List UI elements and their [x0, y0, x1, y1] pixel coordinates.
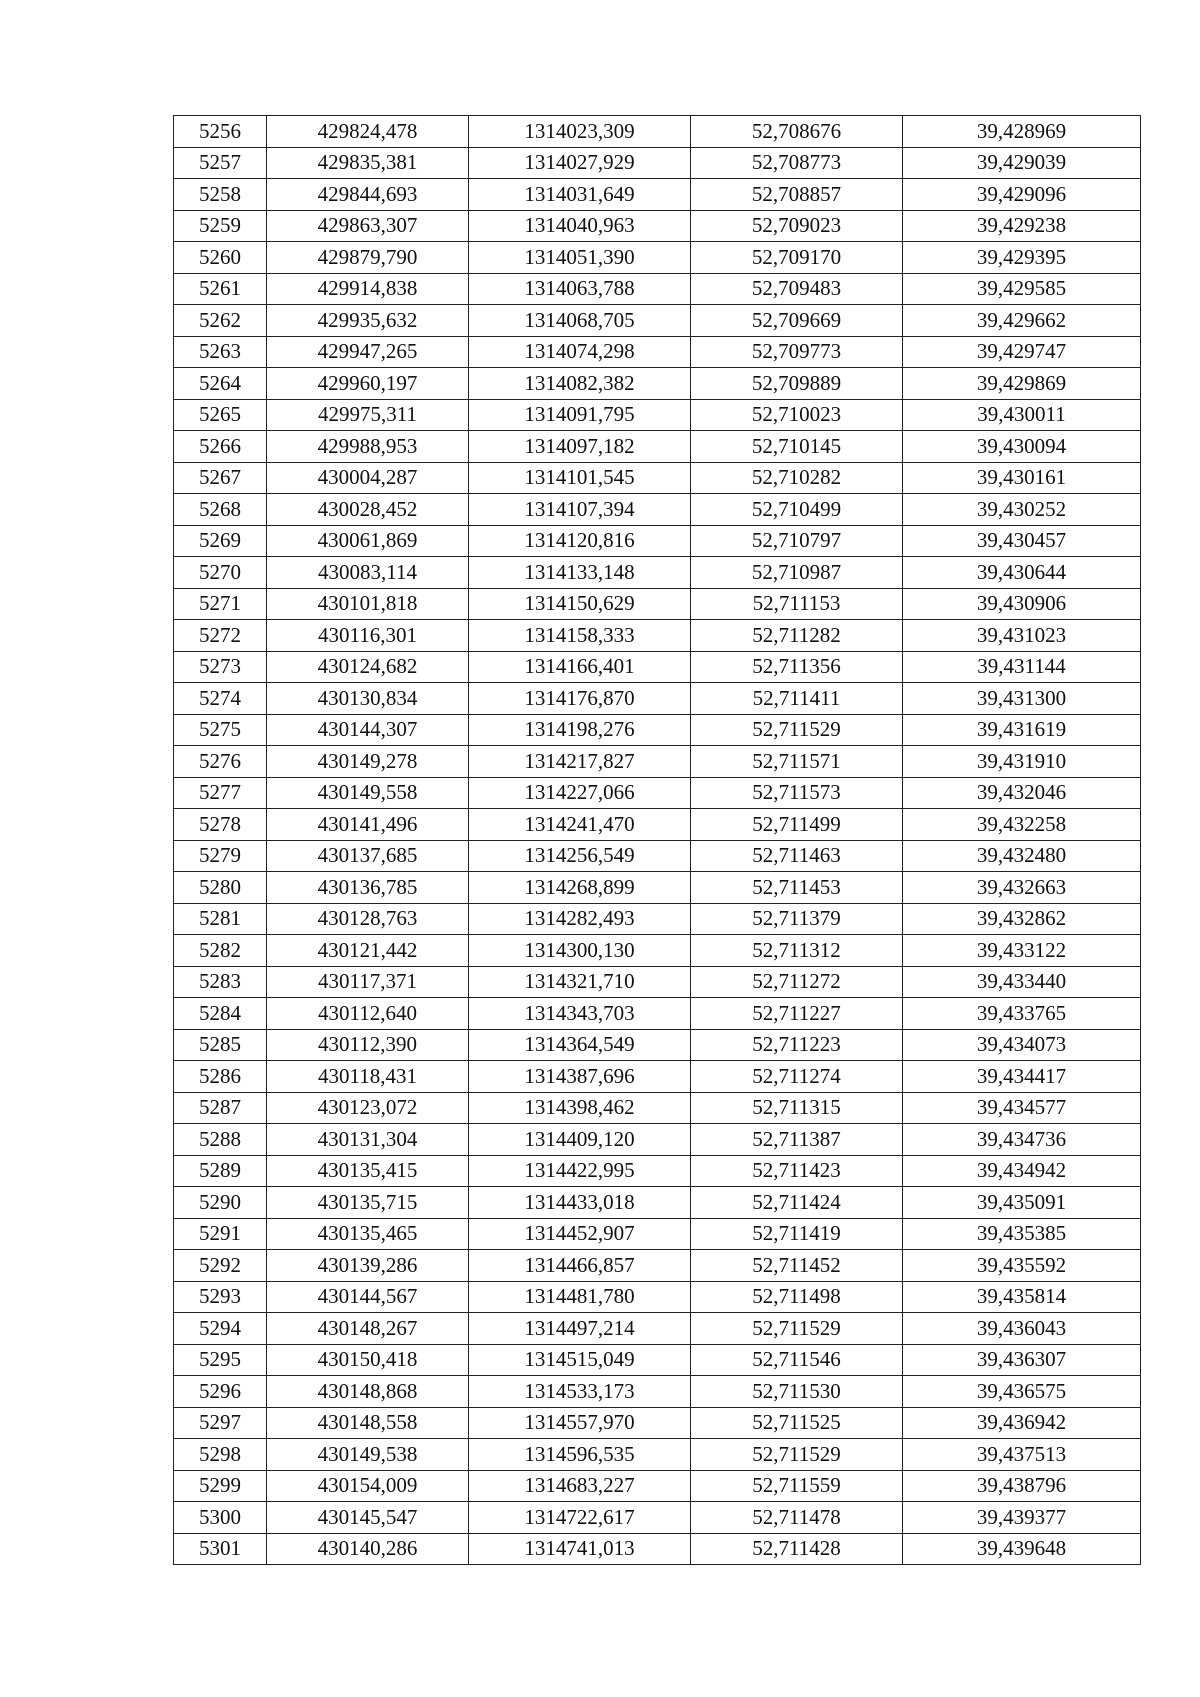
point-number-cell: 5269: [174, 525, 267, 557]
point-number-cell: 5298: [174, 1439, 267, 1471]
x-coordinate-cell: 430145,547: [267, 1502, 469, 1534]
latitude-cell: 52,711272: [691, 966, 903, 998]
latitude-cell: 52,711529: [691, 1439, 903, 1471]
table-row: [174, 1439, 1141, 1471]
longitude-cell: 39,430457: [903, 525, 1141, 557]
longitude-cell: 39,435814: [903, 1281, 1141, 1313]
latitude-cell: 52,709023: [691, 210, 903, 242]
x-coordinate-cell: 430154,009: [267, 1470, 469, 1502]
y-coordinate-cell: 1314133,148: [469, 557, 691, 589]
y-coordinate-cell: 1314166,401: [469, 651, 691, 683]
latitude-cell: 52,711571: [691, 746, 903, 778]
longitude-cell: 39,439648: [903, 1533, 1141, 1565]
point-number-cell: 5287: [174, 1092, 267, 1124]
y-coordinate-cell: 1314497,214: [469, 1313, 691, 1345]
y-coordinate-cell: 1314063,788: [469, 273, 691, 305]
table-row: [174, 714, 1141, 746]
longitude-cell: 39,430161: [903, 462, 1141, 494]
x-coordinate-cell: 429960,197: [267, 368, 469, 400]
latitude-cell: 52,711463: [691, 840, 903, 872]
point-number-cell: 5294: [174, 1313, 267, 1345]
latitude-cell: 52,710499: [691, 494, 903, 526]
x-coordinate-cell: 429844,693: [267, 179, 469, 211]
latitude-cell: 52,709483: [691, 273, 903, 305]
y-coordinate-cell: 1314107,394: [469, 494, 691, 526]
table-row: [174, 998, 1141, 1030]
point-number-cell: 5301: [174, 1533, 267, 1565]
point-number-cell: 5271: [174, 588, 267, 620]
longitude-cell: 39,429096: [903, 179, 1141, 211]
point-number-cell: 5256: [174, 116, 267, 148]
point-number-cell: 5276: [174, 746, 267, 778]
x-coordinate-cell: 430130,834: [267, 683, 469, 715]
y-coordinate-cell: 1314068,705: [469, 305, 691, 337]
point-number-cell: 5272: [174, 620, 267, 652]
x-coordinate-cell: 429824,478: [267, 116, 469, 148]
x-coordinate-cell: 430148,868: [267, 1376, 469, 1408]
table-row: [174, 1470, 1141, 1502]
x-coordinate-cell: 430149,538: [267, 1439, 469, 1471]
latitude-cell: 52,711529: [691, 1313, 903, 1345]
x-coordinate-cell: 430148,267: [267, 1313, 469, 1345]
y-coordinate-cell: 1314023,309: [469, 116, 691, 148]
latitude-cell: 52,709669: [691, 305, 903, 337]
point-number-cell: 5274: [174, 683, 267, 715]
longitude-cell: 39,433440: [903, 966, 1141, 998]
table-row: [174, 210, 1141, 242]
coordinates-table-body: [174, 116, 1141, 1565]
y-coordinate-cell: 1314452,907: [469, 1218, 691, 1250]
latitude-cell: 52,711498: [691, 1281, 903, 1313]
x-coordinate-cell: 430118,431: [267, 1061, 469, 1093]
latitude-cell: 52,711529: [691, 714, 903, 746]
latitude-cell: 52,711387: [691, 1124, 903, 1156]
longitude-cell: 39,439377: [903, 1502, 1141, 1534]
x-coordinate-cell: 430004,287: [267, 462, 469, 494]
table-row: [174, 431, 1141, 463]
point-number-cell: 5265: [174, 399, 267, 431]
table-row: [174, 777, 1141, 809]
point-number-cell: 5295: [174, 1344, 267, 1376]
table-row: [174, 903, 1141, 935]
point-number-cell: 5280: [174, 872, 267, 904]
table-row: [174, 620, 1141, 652]
longitude-cell: 39,438796: [903, 1470, 1141, 1502]
y-coordinate-cell: 1314557,970: [469, 1407, 691, 1439]
latitude-cell: 52,711312: [691, 935, 903, 967]
x-coordinate-cell: 430144,307: [267, 714, 469, 746]
y-coordinate-cell: 1314217,827: [469, 746, 691, 778]
x-coordinate-cell: 430136,785: [267, 872, 469, 904]
longitude-cell: 39,435592: [903, 1250, 1141, 1282]
table-row: [174, 1250, 1141, 1282]
y-coordinate-cell: 1314101,545: [469, 462, 691, 494]
latitude-cell: 52,710023: [691, 399, 903, 431]
longitude-cell: 39,429039: [903, 147, 1141, 179]
longitude-cell: 39,429395: [903, 242, 1141, 274]
table-row: [174, 683, 1141, 715]
x-coordinate-cell: 430128,763: [267, 903, 469, 935]
x-coordinate-cell: 430123,072: [267, 1092, 469, 1124]
y-coordinate-cell: 1314176,870: [469, 683, 691, 715]
table-row: [174, 1155, 1141, 1187]
point-number-cell: 5291: [174, 1218, 267, 1250]
x-coordinate-cell: 430149,278: [267, 746, 469, 778]
x-coordinate-cell: 430116,301: [267, 620, 469, 652]
longitude-cell: 39,435385: [903, 1218, 1141, 1250]
y-coordinate-cell: 1314198,276: [469, 714, 691, 746]
latitude-cell: 52,711282: [691, 620, 903, 652]
x-coordinate-cell: 430131,304: [267, 1124, 469, 1156]
point-number-cell: 5282: [174, 935, 267, 967]
point-number-cell: 5279: [174, 840, 267, 872]
x-coordinate-cell: 430135,415: [267, 1155, 469, 1187]
y-coordinate-cell: 1314433,018: [469, 1187, 691, 1219]
latitude-cell: 52,711274: [691, 1061, 903, 1093]
longitude-cell: 39,433765: [903, 998, 1141, 1030]
x-coordinate-cell: 430137,685: [267, 840, 469, 872]
table-row: [174, 336, 1141, 368]
longitude-cell: 39,432862: [903, 903, 1141, 935]
y-coordinate-cell: 1314300,130: [469, 935, 691, 967]
table-row: [174, 116, 1141, 148]
latitude-cell: 52,710987: [691, 557, 903, 589]
x-coordinate-cell: 430124,682: [267, 651, 469, 683]
x-coordinate-cell: 430101,818: [267, 588, 469, 620]
y-coordinate-cell: 1314722,617: [469, 1502, 691, 1534]
longitude-cell: 39,434417: [903, 1061, 1141, 1093]
table-row: [174, 588, 1141, 620]
point-number-cell: 5297: [174, 1407, 267, 1439]
table-row: [174, 525, 1141, 557]
longitude-cell: 39,430644: [903, 557, 1141, 589]
y-coordinate-cell: 1314227,066: [469, 777, 691, 809]
latitude-cell: 52,709170: [691, 242, 903, 274]
y-coordinate-cell: 1314031,649: [469, 179, 691, 211]
table-row: [174, 809, 1141, 841]
longitude-cell: 39,432258: [903, 809, 1141, 841]
table-row: [174, 494, 1141, 526]
table-row: [174, 1061, 1141, 1093]
point-number-cell: 5285: [174, 1029, 267, 1061]
latitude-cell: 52,711530: [691, 1376, 903, 1408]
y-coordinate-cell: 1314091,795: [469, 399, 691, 431]
point-number-cell: 5268: [174, 494, 267, 526]
point-number-cell: 5263: [174, 336, 267, 368]
y-coordinate-cell: 1314364,549: [469, 1029, 691, 1061]
longitude-cell: 39,435091: [903, 1187, 1141, 1219]
table-row: [174, 179, 1141, 211]
longitude-cell: 39,430011: [903, 399, 1141, 431]
latitude-cell: 52,711419: [691, 1218, 903, 1250]
y-coordinate-cell: 1314051,390: [469, 242, 691, 274]
latitude-cell: 52,711525: [691, 1407, 903, 1439]
longitude-cell: 39,434073: [903, 1029, 1141, 1061]
table-row: [174, 1124, 1141, 1156]
latitude-cell: 52,711223: [691, 1029, 903, 1061]
y-coordinate-cell: 1314533,173: [469, 1376, 691, 1408]
latitude-cell: 52,711573: [691, 777, 903, 809]
longitude-cell: 39,429747: [903, 336, 1141, 368]
latitude-cell: 52,711453: [691, 872, 903, 904]
x-coordinate-cell: 430112,640: [267, 998, 469, 1030]
table-row: [174, 1502, 1141, 1534]
longitude-cell: 39,431023: [903, 620, 1141, 652]
point-number-cell: 5258: [174, 179, 267, 211]
longitude-cell: 39,429869: [903, 368, 1141, 400]
x-coordinate-cell: 430061,869: [267, 525, 469, 557]
y-coordinate-cell: 1314268,899: [469, 872, 691, 904]
y-coordinate-cell: 1314466,857: [469, 1250, 691, 1282]
point-number-cell: 5266: [174, 431, 267, 463]
point-number-cell: 5284: [174, 998, 267, 1030]
latitude-cell: 52,711227: [691, 998, 903, 1030]
latitude-cell: 52,711356: [691, 651, 903, 683]
y-coordinate-cell: 1314040,963: [469, 210, 691, 242]
point-number-cell: 5292: [174, 1250, 267, 1282]
x-coordinate-cell: 429975,311: [267, 399, 469, 431]
x-coordinate-cell: 430112,390: [267, 1029, 469, 1061]
x-coordinate-cell: 429914,838: [267, 273, 469, 305]
longitude-cell: 39,434736: [903, 1124, 1141, 1156]
latitude-cell: 52,711315: [691, 1092, 903, 1124]
x-coordinate-cell: 430121,442: [267, 935, 469, 967]
x-coordinate-cell: 430135,465: [267, 1218, 469, 1250]
table-row: [174, 242, 1141, 274]
table-row: [174, 147, 1141, 179]
y-coordinate-cell: 1314596,535: [469, 1439, 691, 1471]
latitude-cell: 52,709889: [691, 368, 903, 400]
table-row: [174, 1344, 1141, 1376]
point-number-cell: 5288: [174, 1124, 267, 1156]
point-number-cell: 5278: [174, 809, 267, 841]
y-coordinate-cell: 1314150,629: [469, 588, 691, 620]
longitude-cell: 39,428969: [903, 116, 1141, 148]
longitude-cell: 39,436043: [903, 1313, 1141, 1345]
x-coordinate-cell: 430083,114: [267, 557, 469, 589]
x-coordinate-cell: 430117,371: [267, 966, 469, 998]
y-coordinate-cell: 1314321,710: [469, 966, 691, 998]
x-coordinate-cell: 430135,715: [267, 1187, 469, 1219]
point-number-cell: 5275: [174, 714, 267, 746]
x-coordinate-cell: 429879,790: [267, 242, 469, 274]
longitude-cell: 39,434577: [903, 1092, 1141, 1124]
table-row: [174, 935, 1141, 967]
longitude-cell: 39,430906: [903, 588, 1141, 620]
table-row: [174, 1187, 1141, 1219]
longitude-cell: 39,430094: [903, 431, 1141, 463]
longitude-cell: 39,430252: [903, 494, 1141, 526]
longitude-cell: 39,429662: [903, 305, 1141, 337]
y-coordinate-cell: 1314241,470: [469, 809, 691, 841]
x-coordinate-cell: 429947,265: [267, 336, 469, 368]
longitude-cell: 39,432046: [903, 777, 1141, 809]
longitude-cell: 39,431910: [903, 746, 1141, 778]
point-number-cell: 5289: [174, 1155, 267, 1187]
latitude-cell: 52,708676: [691, 116, 903, 148]
y-coordinate-cell: 1314120,816: [469, 525, 691, 557]
point-number-cell: 5261: [174, 273, 267, 305]
x-coordinate-cell: 430149,558: [267, 777, 469, 809]
point-number-cell: 5264: [174, 368, 267, 400]
latitude-cell: 52,711153: [691, 588, 903, 620]
y-coordinate-cell: 1314481,780: [469, 1281, 691, 1313]
table-row: [174, 1407, 1141, 1439]
y-coordinate-cell: 1314282,493: [469, 903, 691, 935]
y-coordinate-cell: 1314256,549: [469, 840, 691, 872]
table-row: [174, 368, 1141, 400]
y-coordinate-cell: 1314158,333: [469, 620, 691, 652]
point-number-cell: 5290: [174, 1187, 267, 1219]
point-number-cell: 5259: [174, 210, 267, 242]
point-number-cell: 5262: [174, 305, 267, 337]
y-coordinate-cell: 1314409,120: [469, 1124, 691, 1156]
y-coordinate-cell: 1314741,013: [469, 1533, 691, 1565]
y-coordinate-cell: 1314097,182: [469, 431, 691, 463]
point-number-cell: 5296: [174, 1376, 267, 1408]
table-row: [174, 746, 1141, 778]
table-row: [174, 1376, 1141, 1408]
x-coordinate-cell: 430028,452: [267, 494, 469, 526]
latitude-cell: 52,711559: [691, 1470, 903, 1502]
longitude-cell: 39,433122: [903, 935, 1141, 967]
point-number-cell: 5260: [174, 242, 267, 274]
latitude-cell: 52,708773: [691, 147, 903, 179]
x-coordinate-cell: 429935,632: [267, 305, 469, 337]
x-coordinate-cell: 429988,953: [267, 431, 469, 463]
longitude-cell: 39,431144: [903, 651, 1141, 683]
table-row: [174, 1281, 1141, 1313]
table-row: [174, 1313, 1141, 1345]
point-number-cell: 5299: [174, 1470, 267, 1502]
point-number-cell: 5267: [174, 462, 267, 494]
x-coordinate-cell: 430148,558: [267, 1407, 469, 1439]
y-coordinate-cell: 1314422,995: [469, 1155, 691, 1187]
longitude-cell: 39,431619: [903, 714, 1141, 746]
latitude-cell: 52,710282: [691, 462, 903, 494]
longitude-cell: 39,429585: [903, 273, 1141, 305]
x-coordinate-cell: 430141,496: [267, 809, 469, 841]
y-coordinate-cell: 1314398,462: [469, 1092, 691, 1124]
y-coordinate-cell: 1314683,227: [469, 1470, 691, 1502]
latitude-cell: 52,711424: [691, 1187, 903, 1219]
x-coordinate-cell: 429863,307: [267, 210, 469, 242]
y-coordinate-cell: 1314027,929: [469, 147, 691, 179]
latitude-cell: 52,709773: [691, 336, 903, 368]
point-number-cell: 5273: [174, 651, 267, 683]
table-row: [174, 305, 1141, 337]
y-coordinate-cell: 1314515,049: [469, 1344, 691, 1376]
table-row: [174, 840, 1141, 872]
latitude-cell: 52,711452: [691, 1250, 903, 1282]
table-row: [174, 1029, 1141, 1061]
y-coordinate-cell: 1314082,382: [469, 368, 691, 400]
longitude-cell: 39,436942: [903, 1407, 1141, 1439]
point-number-cell: 5286: [174, 1061, 267, 1093]
latitude-cell: 52,711379: [691, 903, 903, 935]
longitude-cell: 39,432663: [903, 872, 1141, 904]
x-coordinate-cell: 430144,567: [267, 1281, 469, 1313]
latitude-cell: 52,710797: [691, 525, 903, 557]
latitude-cell: 52,711499: [691, 809, 903, 841]
point-number-cell: 5300: [174, 1502, 267, 1534]
longitude-cell: 39,431300: [903, 683, 1141, 715]
table-row: [174, 1533, 1141, 1565]
latitude-cell: 52,711411: [691, 683, 903, 715]
longitude-cell: 39,437513: [903, 1439, 1141, 1471]
x-coordinate-cell: 429835,381: [267, 147, 469, 179]
longitude-cell: 39,429238: [903, 210, 1141, 242]
latitude-cell: 52,710145: [691, 431, 903, 463]
latitude-cell: 52,711428: [691, 1533, 903, 1565]
y-coordinate-cell: 1314343,703: [469, 998, 691, 1030]
y-coordinate-cell: 1314387,696: [469, 1061, 691, 1093]
point-number-cell: 5283: [174, 966, 267, 998]
point-number-cell: 5293: [174, 1281, 267, 1313]
table-row: [174, 1218, 1141, 1250]
table-row: [174, 273, 1141, 305]
table-row: [174, 557, 1141, 589]
point-number-cell: 5277: [174, 777, 267, 809]
latitude-cell: 52,711478: [691, 1502, 903, 1534]
longitude-cell: 39,434942: [903, 1155, 1141, 1187]
table-row: [174, 399, 1141, 431]
x-coordinate-cell: 430139,286: [267, 1250, 469, 1282]
longitude-cell: 39,432480: [903, 840, 1141, 872]
coordinates-table: [173, 115, 1141, 1565]
table-row: [174, 462, 1141, 494]
table-row: [174, 872, 1141, 904]
point-number-cell: 5257: [174, 147, 267, 179]
longitude-cell: 39,436307: [903, 1344, 1141, 1376]
x-coordinate-cell: 430150,418: [267, 1344, 469, 1376]
table-row: [174, 651, 1141, 683]
latitude-cell: 52,711423: [691, 1155, 903, 1187]
table-row: [174, 966, 1141, 998]
y-coordinate-cell: 1314074,298: [469, 336, 691, 368]
x-coordinate-cell: 430140,286: [267, 1533, 469, 1565]
point-number-cell: 5270: [174, 557, 267, 589]
latitude-cell: 52,708857: [691, 179, 903, 211]
table-row: [174, 1092, 1141, 1124]
longitude-cell: 39,436575: [903, 1376, 1141, 1408]
point-number-cell: 5281: [174, 903, 267, 935]
latitude-cell: 52,711546: [691, 1344, 903, 1376]
